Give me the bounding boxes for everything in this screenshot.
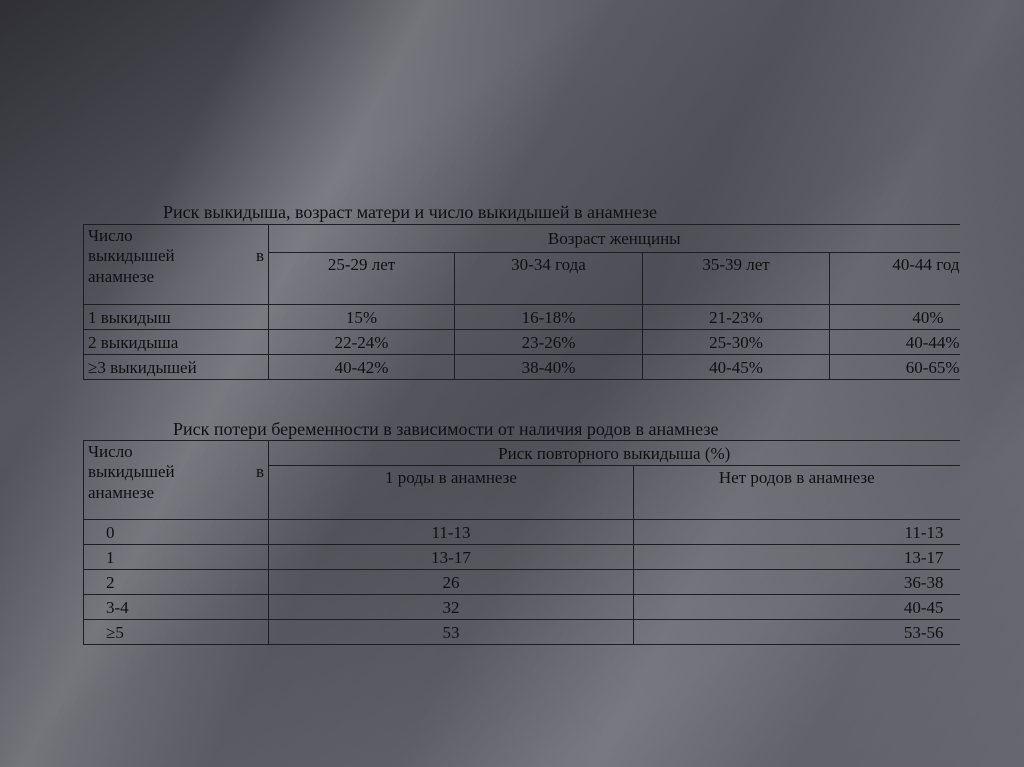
table-cell: 40% (830, 305, 960, 330)
table-cell: 53 (269, 620, 634, 645)
table1-column-header: 25-29 лет (269, 253, 455, 305)
table-cell: 11-13 (269, 520, 634, 545)
table-row (84, 620, 960, 645)
table1-stub-line-3: анамнезе (88, 266, 155, 286)
row-label: ≥3 выкидышей (84, 355, 269, 380)
table-cell: 40-45% (643, 355, 830, 380)
table1-stub-word: выкидышей (88, 246, 175, 266)
table-cell: 40-45 (634, 595, 960, 620)
table-cell: 13-17 (269, 545, 634, 570)
table-cell: 36-38 (634, 570, 960, 595)
row-label: 1 выкидыш (84, 305, 269, 330)
table2-stub-line-3: анамнезе (88, 482, 155, 502)
table2-header-row (84, 441, 960, 466)
table1-stub-line-1: Число (88, 226, 133, 245)
table-row (84, 305, 960, 330)
table2-stub-header (84, 441, 269, 520)
row-label: 3-4 (84, 595, 269, 620)
row-label: 2 выкидыша (84, 330, 269, 355)
table1 (83, 224, 960, 380)
table-cell: 40-42% (269, 355, 455, 380)
table1-stub-header (84, 225, 269, 305)
table-cell: 16-18% (455, 305, 643, 330)
table-row (84, 545, 960, 570)
table2-column-header: 1 роды в анамнезе (269, 466, 634, 520)
table1-column-header: 40-44 год (830, 253, 960, 305)
table2-stub-line-1: Число (88, 442, 133, 461)
table-cell: 40-44% (830, 330, 960, 355)
table-cell: 32 (269, 595, 634, 620)
table1-column-header: 35-39 лет (643, 253, 830, 305)
table1-title: Риск выкидыша, возраст матери и число выкидышей в анамнезе (163, 202, 657, 222)
table-cell: 15% (269, 305, 455, 330)
table-row (84, 570, 960, 595)
table-cell: 60-65% (830, 355, 960, 380)
table-cell: 38-40% (455, 355, 643, 380)
row-label: 1 (84, 545, 269, 570)
row-label: 2 (84, 570, 269, 595)
table2-stub-word: выкидышей (88, 462, 175, 482)
table-cell: 25-30% (643, 330, 830, 355)
row-label: ≥5 (84, 620, 269, 645)
table-cell: 11-13 (634, 520, 960, 545)
table-cell: 23-26% (455, 330, 643, 355)
table1-group-header: Возраст женщины (269, 225, 960, 253)
table-cell: 13-17 (634, 545, 960, 570)
table2 (83, 440, 960, 645)
table1-stub-word: в (255, 246, 264, 266)
table2-column-header: Нет родов в анамнезе (634, 466, 960, 520)
table2-stub-line-2 (88, 462, 264, 482)
table-cell: 22-24% (269, 330, 455, 355)
table1-column-header: 30-34 года (455, 253, 643, 305)
table-cell: 26 (269, 570, 634, 595)
row-label: 0 (84, 520, 269, 545)
table-cell: 53-56 (634, 620, 960, 645)
table-row (84, 355, 960, 380)
table2-group-header: Риск повторного выкидыша (%) (269, 441, 960, 466)
table1-header-row (84, 225, 960, 253)
table2-title: Риск потери беременности в зависимости от наличия родов в анамнезе (173, 419, 719, 439)
table-row (84, 520, 960, 545)
table-row (84, 595, 960, 620)
table-cell: 21-23% (643, 305, 830, 330)
table-row (84, 330, 960, 355)
table1-stub-line-2 (88, 246, 264, 266)
table2-stub-word: в (255, 462, 264, 482)
